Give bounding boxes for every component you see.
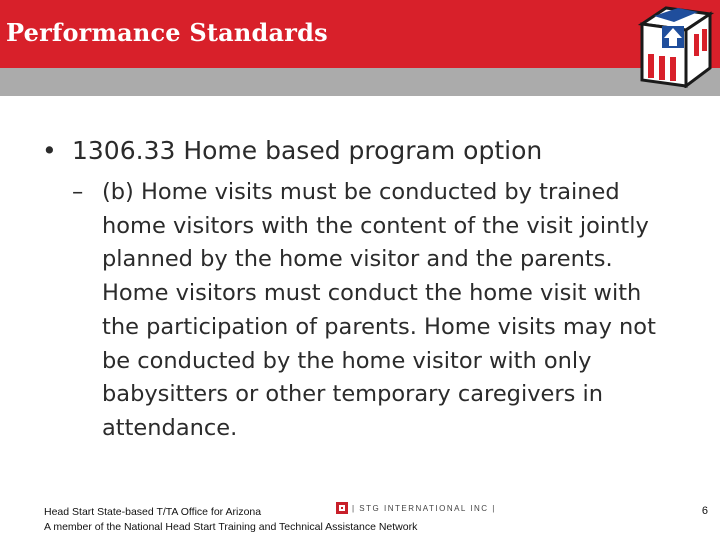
sub-line: babysitters or other temporary caregivers in xyxy=(102,381,603,408)
sub-dash: – xyxy=(72,179,84,205)
bullet-symbol: • xyxy=(42,136,57,165)
slide-title: Performance Standards xyxy=(6,18,328,47)
sub-line: Home visitors must conduct the home visit with xyxy=(102,280,642,307)
footer-line-2: A member of the National Head Start Training and Technical Assistance Network xyxy=(44,521,418,533)
stg-logo xyxy=(336,502,496,514)
head-start-block-icon xyxy=(632,2,718,88)
header-band xyxy=(0,68,720,96)
bullet-text: 1306.33 Home based program option xyxy=(72,136,543,165)
sub-line: (b) Home visits must be conducted by trained xyxy=(102,179,620,205)
sub-line: home visitors with the content of the visit jointly xyxy=(102,212,649,239)
sub-line: attendance. xyxy=(102,414,238,441)
stg-logo-text: | STG INTERNATIONAL INC | xyxy=(352,503,496,513)
sub-line: planned by the home visitor and the parents. xyxy=(102,246,613,273)
stg-mark-icon xyxy=(336,502,348,514)
page-number: 6 xyxy=(701,505,708,517)
sub-line: the participation of parents. Home visits may not xyxy=(102,313,656,340)
footer-line-1: Head Start State-based T/TA Office for Arizona xyxy=(44,506,262,518)
bullet-item xyxy=(42,136,682,166)
sub-bullet-text xyxy=(102,176,672,446)
sub-line: be conducted by the home visitor with only xyxy=(102,347,592,374)
